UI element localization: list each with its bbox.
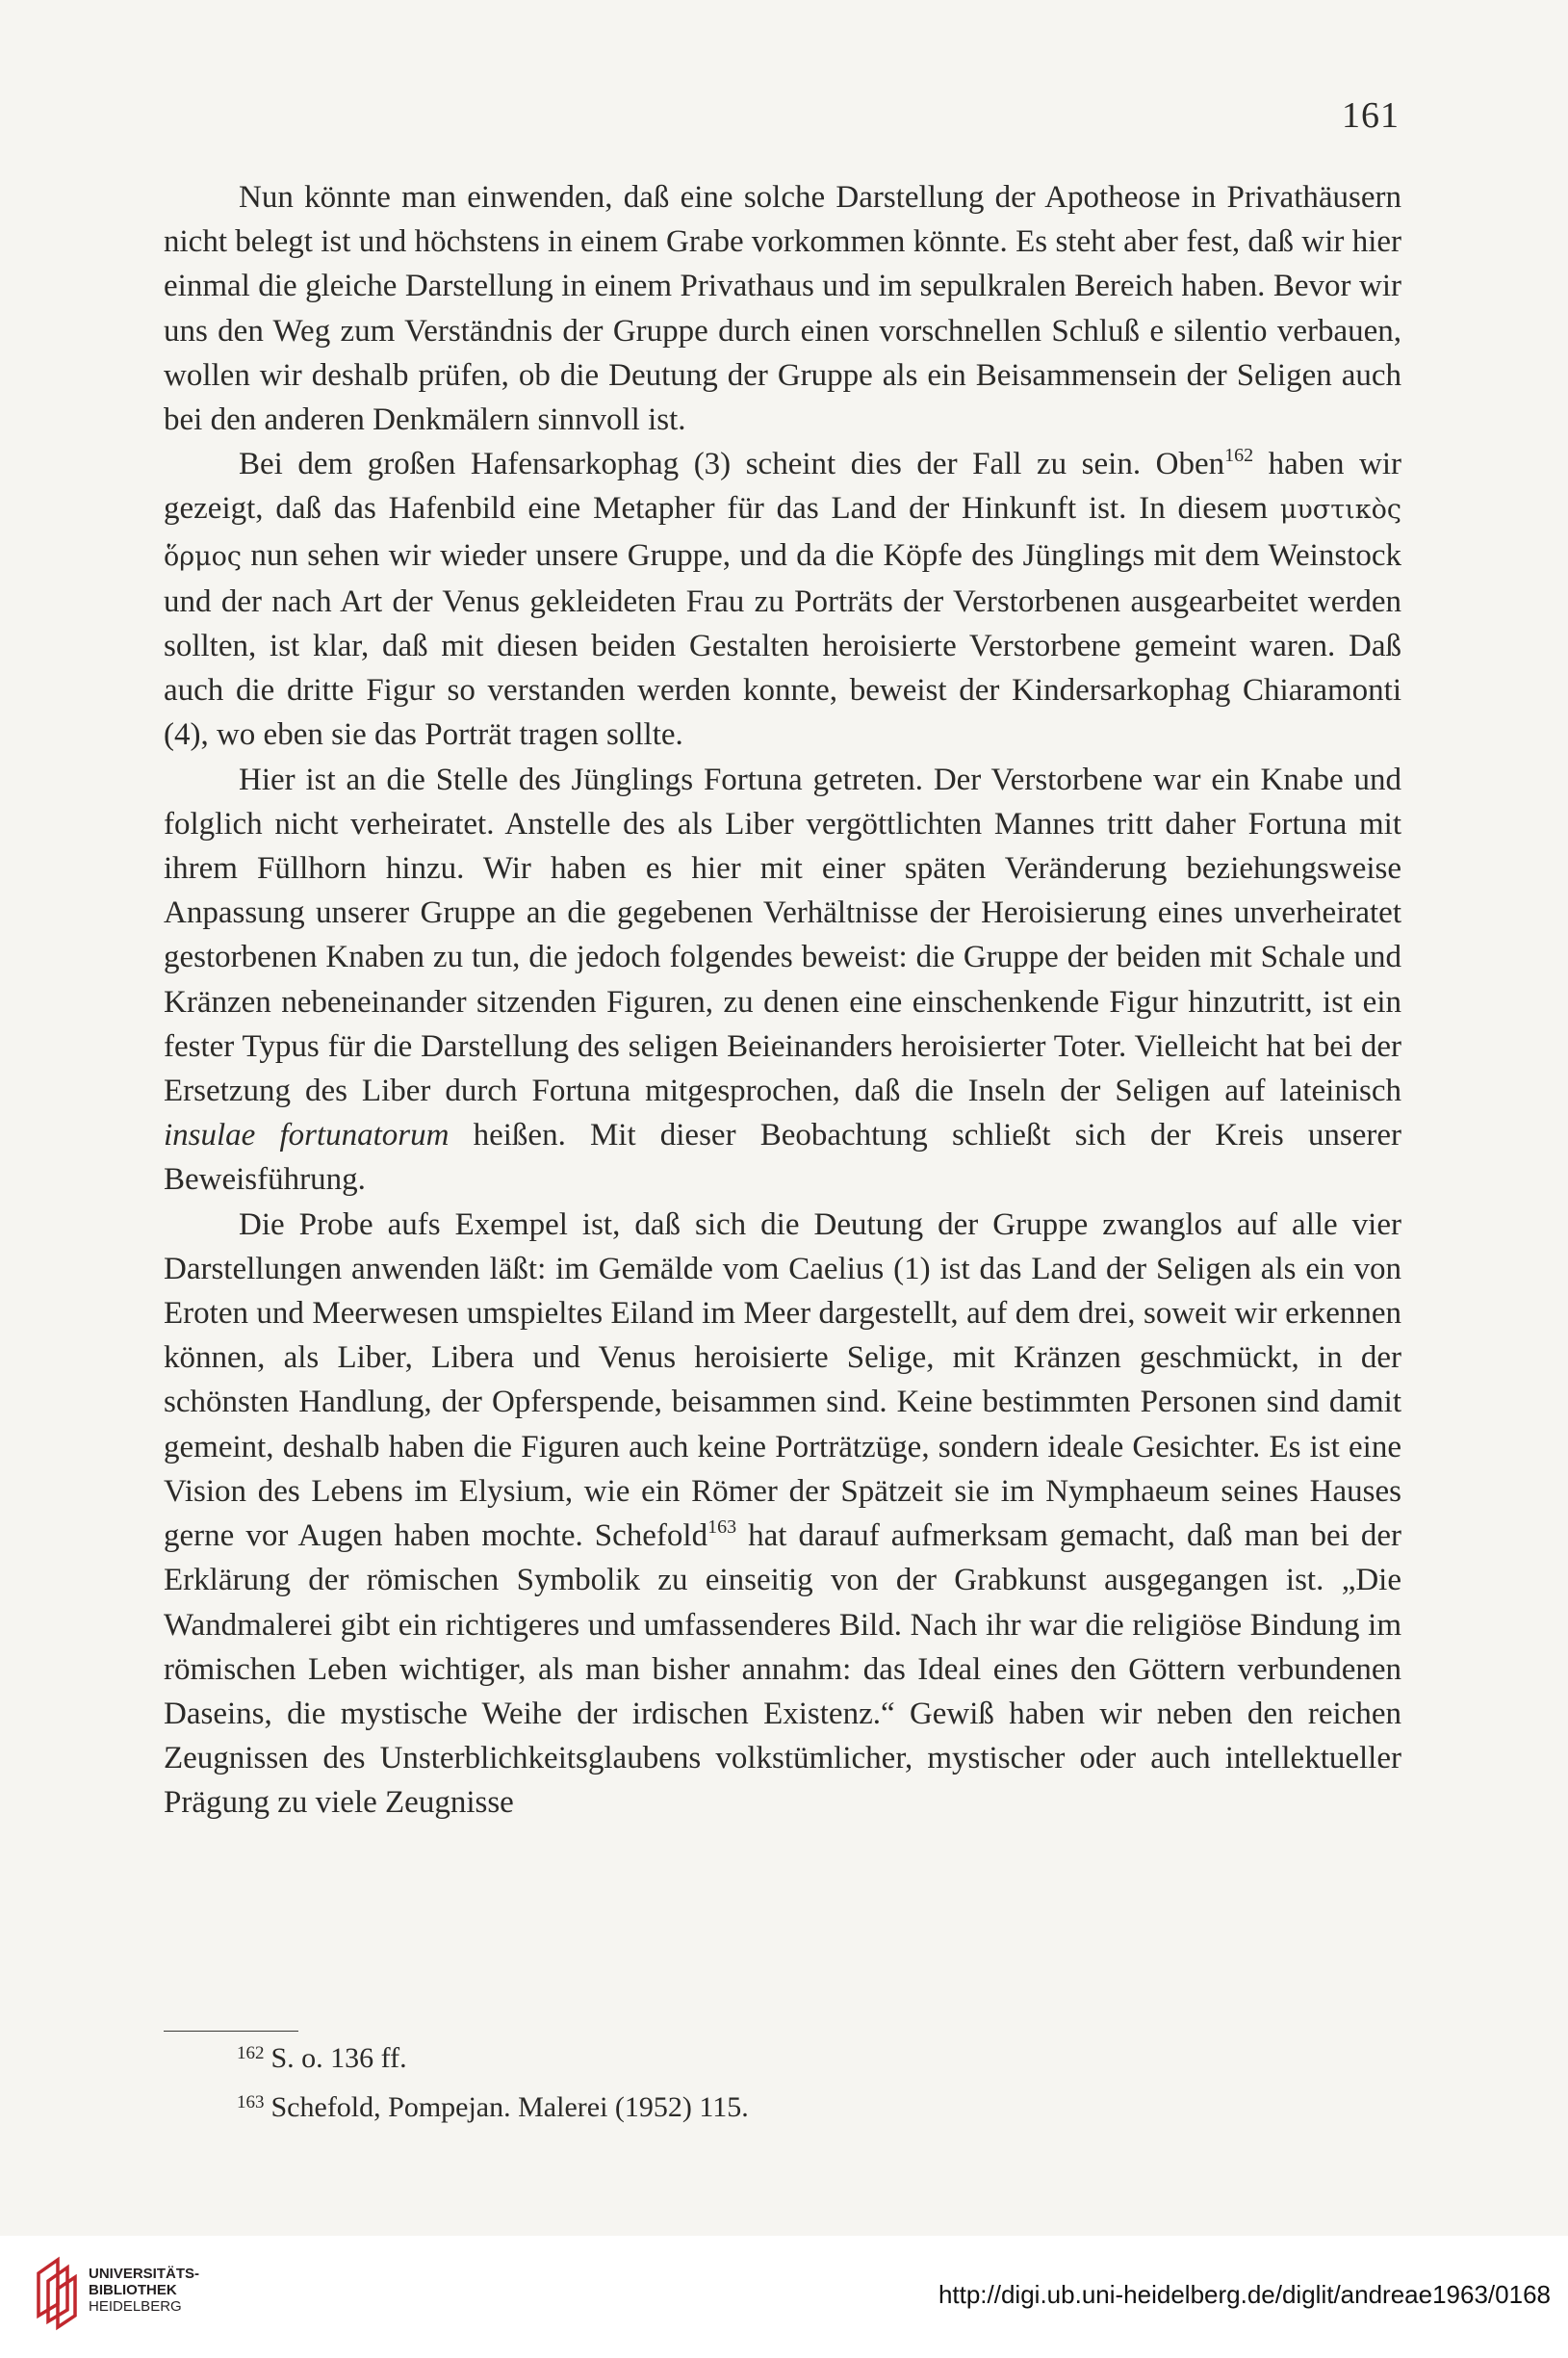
footnote-162 xyxy=(237,2032,749,2081)
source-url-link[interactable]: http://digi.ub.uni-heidelberg.de/diglit/andreae1963/0168 xyxy=(938,2280,1551,2309)
paragraph-4 xyxy=(164,1203,1401,1826)
paragraph-2 xyxy=(164,442,1401,757)
paragraph-text: haben wir gezeigt, daß das Hafenbild eine Metapher für das Land der Hinkunft ist. In diesem xyxy=(164,447,1401,527)
paragraph-text: hat darauf aufmerksam gemacht, daß man bei der Erklärung der römischen Symbolik zu einseitig von der Grabkunst ausgegangen ist. „Die Wandmalerei gibt ein richtigeres und umfassenderes Bild. Nach ihr war die religiöse Bindung im römischen Leben wichtiger, als man bisher annahm: das Ideal eines den Göttern verbundenen Daseins, die mystische Weihe der irdischen Existenz.“ Gewiß haben wir neben den reichen Zeugnissen des Unsterblichkeitsglaubens volkstümlicher, mystischer oder auch intellektueller Prägung zu viele Zeugnisse xyxy=(164,1518,1401,1821)
italic-phrase: insulae fortunatorum xyxy=(164,1118,450,1153)
paragraph-text: Die Probe aufs Exempel ist, daß sich die Deutung der Gruppe zwanglos auf alle vier Darstellungen anwenden läßt: im Gemälde vom Caelius (1) ist das Land der Seligen als ein von Eroten und Meerwesen umspieltes Eiland im Meer dargestellt, auf dem drei, soweit wir erkennen können, als Liber, Libera und Venus heroisierte Selige, mit Kränzen geschmückt, in der schönsten Handlung, der Opferspende, beisammen sind. Keine bestimmten Personen sind damit gemeint, deshalb haben die Figuren auch keine Porträtzüge, sondern ideale Gesichter. Es ist eine Vision des Lebens im Elysium, wie ein Römer der Spätzeit sie im Nymphaeum seines Hauses gerne vor Augen haben mochte. Schefold xyxy=(164,1206,1401,1554)
footnote-text: S. o. 136 ff. xyxy=(270,2042,407,2074)
footnote-number: 162 xyxy=(237,2043,265,2063)
paragraph-text: Nun könnte man einwenden, daß eine solche Darstellung der Apotheose in Privathäusern nicht belegt ist und höchstens in einem Grabe vorkommen könnte. Es steht aber fest, daß wir hier einmal die gleiche Darstellung in einem Privathaus und im sepulkralen Bereich haben. Bevor wir uns den Weg zum Verständnis der Gruppe durch einen vorschnellen Schluß e silentio verbauen, wollen wir deshalb prüfen, ob die Deutung der Gruppe als ein Beisammensein der Seligen auch bei den anderen Denkmälern sinnvoll ist. xyxy=(164,180,1401,438)
footnote-163 xyxy=(237,2081,749,2130)
footnote-reference[interactable]: 162 xyxy=(1224,445,1254,467)
greek-phrase: μυστικὸς ὅρμος xyxy=(164,495,1401,572)
footnotes xyxy=(237,2032,749,2130)
paragraph-1 xyxy=(164,175,1401,442)
paragraph-text: heißen. Mit dieser Beobachtung schließt sich der Kreis unserer Beweisführung. xyxy=(164,1118,1401,1198)
paragraph-3 xyxy=(164,758,1401,1203)
library-logo-icon xyxy=(35,2256,79,2331)
footnote-reference[interactable]: 163 xyxy=(707,1516,737,1539)
body-text xyxy=(164,175,1401,1826)
library-name xyxy=(89,2266,199,2315)
footnote-number: 163 xyxy=(237,2092,265,2112)
library-name-line: UNIVERSITÄTS- xyxy=(89,2266,200,2282)
footnote-text: Schefold, Pompejan. Malerei (1952) 115. xyxy=(270,2091,749,2123)
library-name-line: BIBLIOTHEK xyxy=(89,2282,177,2298)
paragraph-text: Bei dem großen Hafensarkophag (3) scheint dies der Fall zu sein. Oben xyxy=(239,447,1225,482)
page-number: 161 xyxy=(1342,95,1400,136)
library-name-line: HEIDELBERG xyxy=(89,2298,182,2315)
paragraph-text: nun sehen wir wieder unsere Gruppe, und da die Köpfe des Jünglings mit dem Weinstock und der nach Art der Venus gekleideten Frau zu Porträts der Verstorbenen ausgearbeitet werden sollten, ist klar, daß mit diesen beiden Gestalten heroisierte Verstorbene gemeint waren. Daß auch die dritte Figur so verstanden werden konnte, beweist der Kindersarkophag Chiaramonti (4), wo eben sie das Porträt tragen sollte. xyxy=(164,537,1401,753)
paragraph-text: Hier ist an die Stelle des Jünglings Fortuna getreten. Der Verstorbene war ein Knabe und folglich nicht verheiratet. Anstelle des als Liber vergöttlichten Mannes tritt daher Fortuna mit ihrem Füllhorn hinzu. Wir haben es hier mit einer späten Veränderung beziehungsweise Anpassung unserer Gruppe an die gegebenen Verhältnisse der Heroisierung eines unverheiratet gestorbenen Knaben zu tun, die jedoch folgendes beweist: die Gruppe der beiden mit Schale und Kränzen nebeneinander sitzenden Figuren, zu denen eine einschenkende Figur hinzutritt, ist ein fester Typus für die Darstellung des seligen Beieinanders heroisierter Toter. Vielleicht hat bei der Ersetzung des Liber durch Fortuna mitgesprochen, daß die Inseln der Seligen auf lateinisch xyxy=(164,762,1401,1109)
